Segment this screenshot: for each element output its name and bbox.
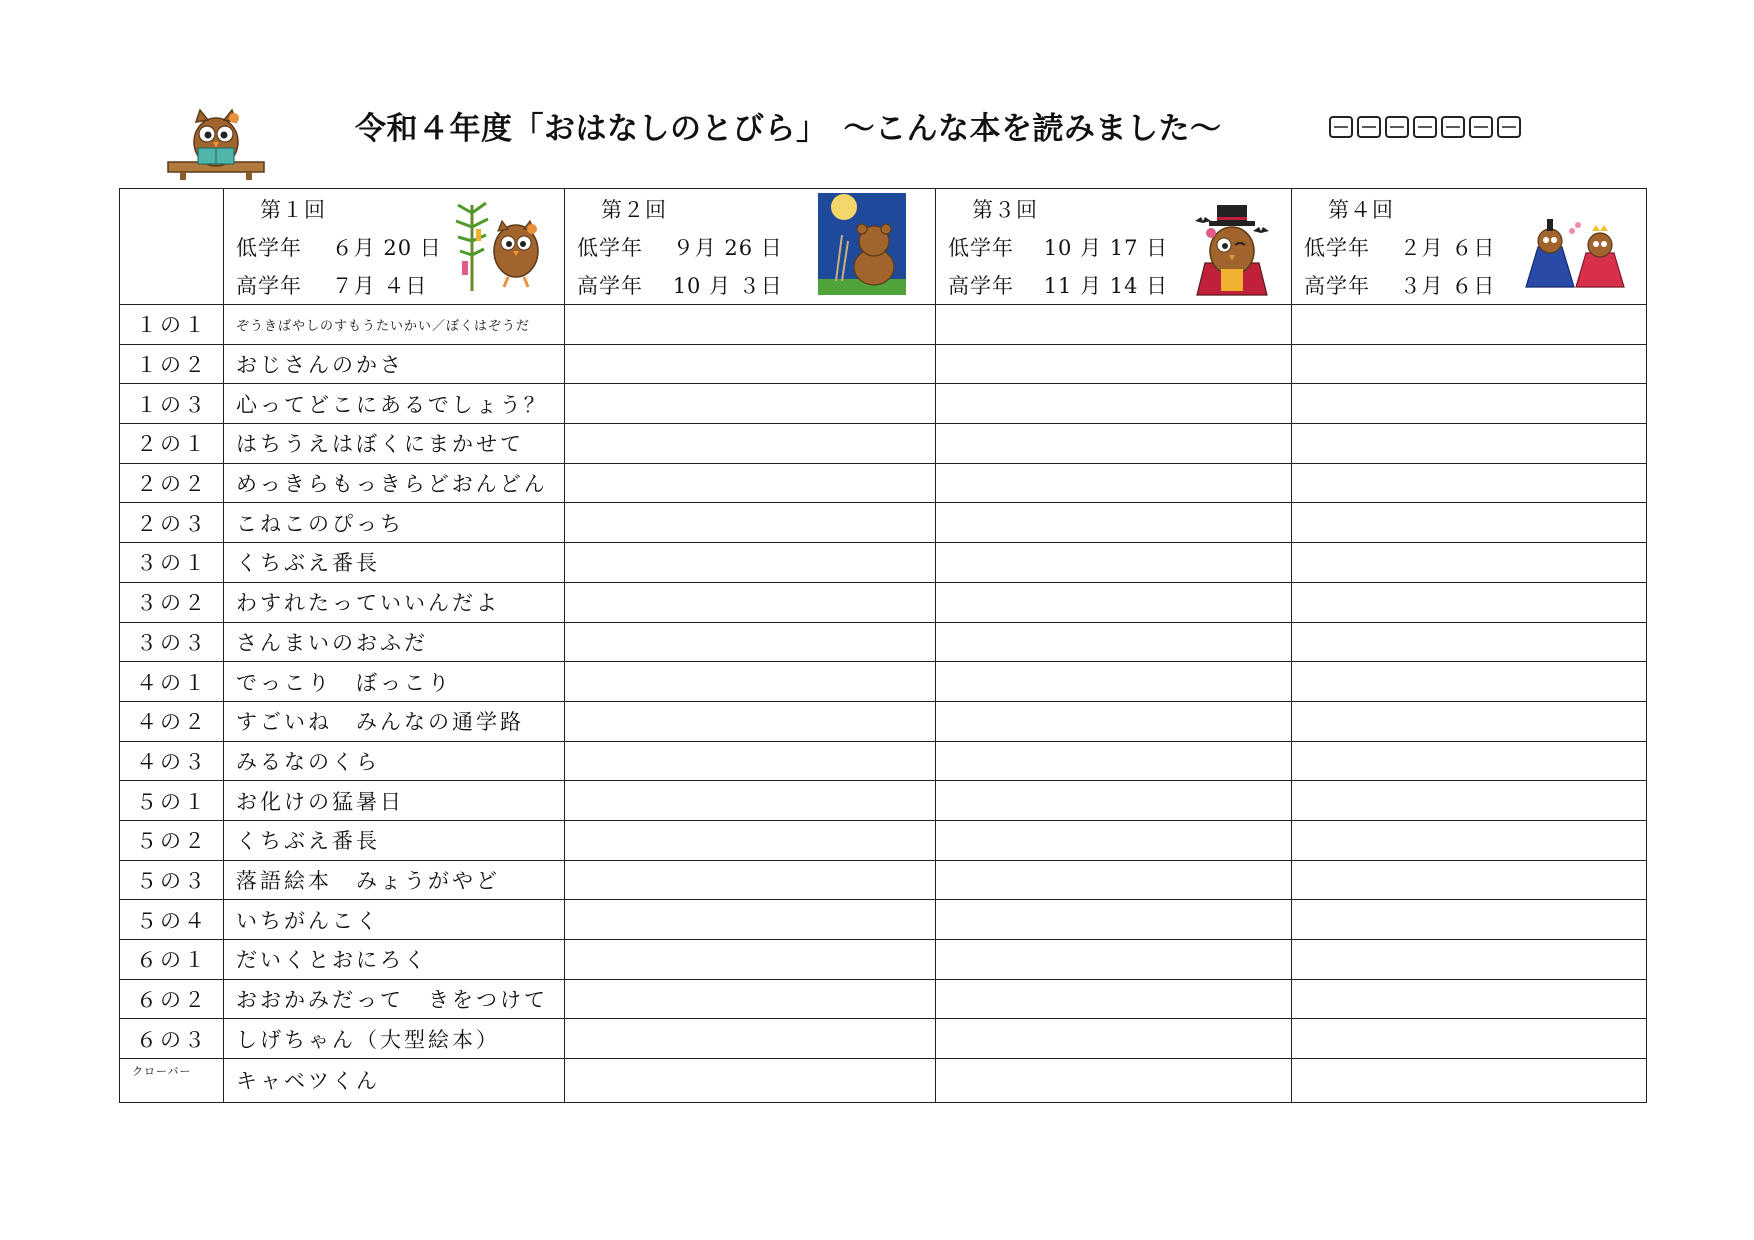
session-3-low-label: 低学年 [948,236,1014,260]
session-4-cell [1292,189,1647,305]
session-4-book-cell [1292,344,1647,384]
session-4-book-cell [1292,384,1647,424]
session-3-book-cell [936,1059,1292,1103]
session-4-book-cell [1292,1019,1647,1059]
tanabata-owl-icon [452,199,544,295]
session-3-high-date: 11 月 14 日 [1043,274,1169,298]
class-cell: ２の１ [120,424,224,464]
session-3-book-cell [936,1019,1292,1059]
session-2-book-cell [565,1019,936,1059]
book-title-cell: 落語絵本 みょうがやど [224,860,565,900]
session-3-book-cell [936,860,1292,900]
session-2-book-cell [565,701,936,741]
class-cell: ４の２ [120,701,224,741]
book-title-cell: わすれたっていいんだよ [224,582,565,622]
session-3-book-cell [936,424,1292,464]
class-cell: ４の３ [120,741,224,781]
table-row [120,820,1647,860]
session-3-book-cell [936,622,1292,662]
session-3-book-cell [936,543,1292,583]
session-1-low-date: ６月 20 日 [331,236,442,260]
book-title-cell: 心ってどこにあるでしょう？ [224,384,565,424]
books-row-icon [1328,114,1528,140]
session-4-book-cell [1292,741,1647,781]
class-cell: ５の１ [120,781,224,821]
reading-record-table [119,188,1647,1103]
session-2-book-cell [565,463,936,503]
session-3-low-date: 10 月 17 日 [1043,236,1169,260]
book-title-cell: でっこり ぼっこり [224,662,565,702]
table-row [120,860,1647,900]
table-row [120,979,1647,1019]
session-2-book-cell [565,979,936,1019]
session-3-book-cell [936,384,1292,424]
session-2-book-cell [565,820,936,860]
session-3-book-cell [936,940,1292,980]
table-row [120,622,1647,662]
class-cell: ２の３ [120,503,224,543]
session-3-book-cell [936,305,1292,345]
table-row [120,344,1647,384]
session-3-book-cell [936,582,1292,622]
session-2-book-cell [565,305,936,345]
session-1-cell [224,189,565,305]
session-2-book-cell [565,384,936,424]
class-cell: ５の４ [120,900,224,940]
session-4-name: 第４回 [1328,198,1394,222]
book-title-cell: はちうえはぼくにまかせて [224,424,565,464]
book-title-cell: みるなのくら [224,741,565,781]
table-row [120,1059,1647,1103]
class-cell: ３の１ [120,543,224,583]
session-2-book-cell [565,1059,936,1103]
session-4-book-cell [1292,582,1647,622]
table-row [120,940,1647,980]
session-3-name: 第３回 [972,198,1038,222]
session-2-low-label: 低学年 [577,236,643,260]
class-cell: １の３ [120,384,224,424]
header-row [120,189,1647,305]
session-1-high-date: ７月 ４日 [331,274,428,298]
session-4-book-cell [1292,503,1647,543]
class-cell: クローバー [120,1059,224,1103]
class-cell: ６の３ [120,1019,224,1059]
session-4-book-cell [1292,463,1647,503]
book-title-cell: いちがんこく [224,900,565,940]
session-2-book-cell [565,781,936,821]
table-row [120,582,1647,622]
book-title-cell: お化けの猛暑日 [224,781,565,821]
session-3-high-label: 高学年 [948,274,1014,298]
hina-dolls-owl-icon [1520,217,1628,289]
table-row [120,463,1647,503]
table-row [120,503,1647,543]
session-2-book-cell [565,543,936,583]
book-title-cell: さんまいのおふだ [224,622,565,662]
session-4-book-cell [1292,940,1647,980]
session-2-book-cell [565,424,936,464]
table-row [120,543,1647,583]
table-row [120,701,1647,741]
session-3-book-cell [936,820,1292,860]
session-2-cell [565,189,936,305]
session-2-high-label: 高学年 [577,274,643,298]
table-row [120,384,1647,424]
session-2-book-cell [565,503,936,543]
session-4-book-cell [1292,900,1647,940]
book-title-cell: ぞうきばやしのすもうたいかい／ぼくはぞうだ [224,305,565,345]
session-4-book-cell [1292,701,1647,741]
class-cell: ５の３ [120,860,224,900]
session-4-book-cell [1292,622,1647,662]
table-row [120,305,1647,345]
session-4-book-cell [1292,543,1647,583]
session-3-book-cell [936,979,1292,1019]
page-title: 令和４年度「おはなしのとびら」 ～こんな本を読みました～ [355,111,1222,147]
session-3-book-cell [936,781,1292,821]
session-3-book-cell [936,463,1292,503]
class-cell: ５の２ [120,820,224,860]
session-4-book-cell [1292,820,1647,860]
session-4-high-date: ３月 ６日 [1399,274,1496,298]
session-4-book-cell [1292,305,1647,345]
session-2-high-date: 10 月 ３日 [672,274,783,298]
table-row [120,662,1647,702]
session-4-book-cell [1292,662,1647,702]
corner-cell [120,189,224,305]
class-cell: ４の１ [120,662,224,702]
session-2-book-cell [565,582,936,622]
session-2-book-cell [565,940,936,980]
page-header [0,0,1754,188]
session-4-book-cell [1292,860,1647,900]
session-2-book-cell [565,900,936,940]
session-4-low-date: ２月 ６日 [1399,236,1496,260]
class-cell: １の２ [120,344,224,384]
session-4-book-cell [1292,424,1647,464]
session-4-book-cell [1292,1059,1647,1103]
class-cell: ２の２ [120,463,224,503]
book-title-cell: おじさんのかさ [224,344,565,384]
session-4-book-cell [1292,979,1647,1019]
session-4-low-label: 低学年 [1304,236,1370,260]
session-3-book-cell [936,344,1292,384]
session-3-book-cell [936,900,1292,940]
book-title-cell: くちぶえ番長 [224,543,565,583]
session-2-book-cell [565,860,936,900]
owl-reading-book-icon [166,100,266,182]
session-3-cell [936,189,1292,305]
session-3-book-cell [936,741,1292,781]
halloween-owl-icon [1191,203,1273,297]
session-1-high-label: 高学年 [236,274,302,298]
book-title-cell: しげちゃん（大型絵本） [224,1019,565,1059]
class-cell: １の１ [120,305,224,345]
class-cell: ３の２ [120,582,224,622]
table-row [120,1019,1647,1059]
class-cell: ６の１ [120,940,224,980]
book-title-cell: めっきらもっきらどおんどん [224,463,565,503]
book-title-cell: キャベツくん [224,1059,565,1103]
session-4-high-label: 高学年 [1304,274,1370,298]
session-3-book-cell [936,662,1292,702]
session-1-low-label: 低学年 [236,236,302,260]
table-row [120,424,1647,464]
session-2-book-cell [565,622,936,662]
class-cell: ３の３ [120,622,224,662]
session-2-book-cell [565,344,936,384]
table-row [120,900,1647,940]
session-3-book-cell [936,503,1292,543]
session-2-low-date: ９月 26 日 [672,236,783,260]
book-title-cell: すごいね みんなの通学路 [224,701,565,741]
book-title-cell: おおかみだって きをつけて [224,979,565,1019]
book-title-cell: こねこのぴっち [224,503,565,543]
session-3-book-cell [936,701,1292,741]
session-2-name: 第２回 [601,198,667,222]
book-title-cell: くちぶえ番長 [224,820,565,860]
session-2-book-cell [565,741,936,781]
table-row [120,741,1647,781]
book-title-cell: だいくとおにろく [224,940,565,980]
moon-viewing-bear-icon [818,193,906,295]
session-1-name: 第１回 [260,198,326,222]
session-2-book-cell [565,662,936,702]
session-4-book-cell [1292,781,1647,821]
table-row [120,781,1647,821]
class-cell: ６の２ [120,979,224,1019]
